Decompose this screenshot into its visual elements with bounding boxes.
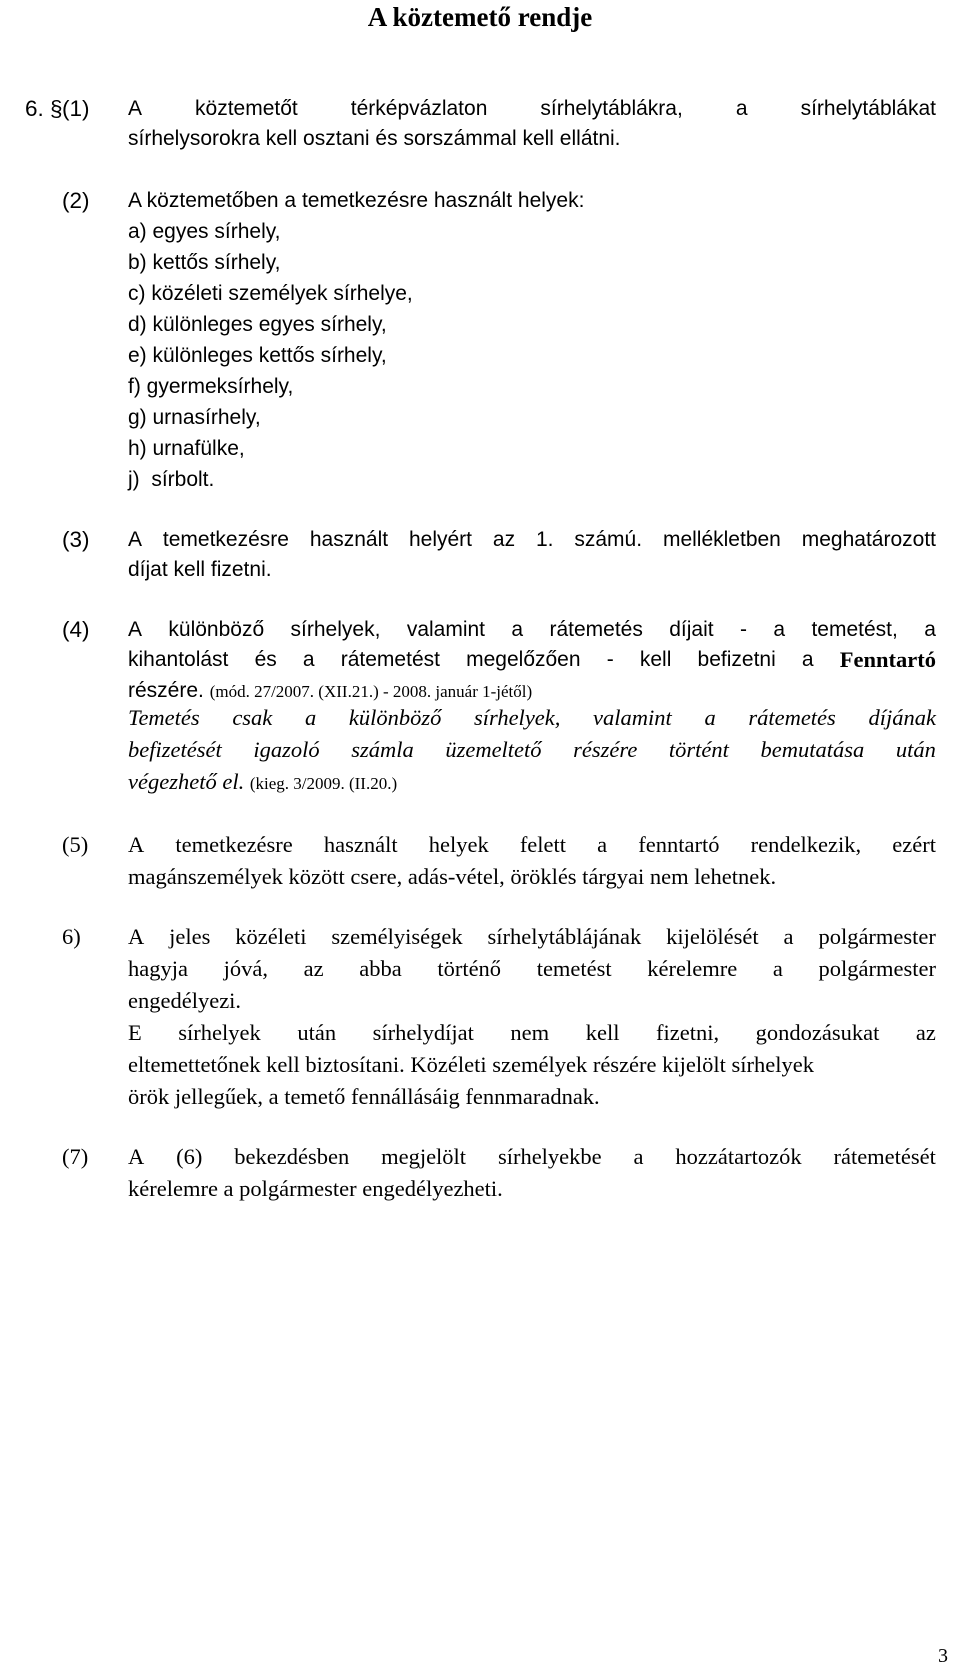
paragraph-6-line-4 [128, 1018, 936, 1048]
amendment-note: (mód. 27/2007. (XII.21.) - 2008. január 1-jétől) [209, 682, 533, 701]
text-fragment: díjának [868, 705, 936, 730]
paragraph-number-7: (7) [62, 1144, 89, 1169]
text-fragment: A [128, 1144, 145, 1169]
text-fragment: csak [232, 705, 273, 730]
text-fragment: a [772, 956, 783, 981]
text-fragment: hozzátartozók [675, 1144, 802, 1169]
text-fragment: megjelölt [381, 1144, 467, 1169]
text-fragment: a [304, 705, 317, 730]
paragraph-6-line-6: örök jellegűek, a temető fennállásáig fennmaradnak. [128, 1084, 600, 1109]
text-fragment: hagyja [128, 956, 188, 981]
text-fragment: valamint [406, 618, 486, 641]
document-title: A köztemető rendje [367, 2, 593, 32]
text-fragment: - [606, 648, 614, 671]
text-fragment: a [783, 924, 794, 949]
paragraph-number-5: (5) [62, 832, 89, 857]
text-fragment: helyek [428, 832, 489, 857]
text-fragment: A [128, 618, 143, 641]
text-fragment: ezért [892, 832, 936, 857]
paragraph-4-italic-line-1 [128, 703, 936, 733]
list-item: j) sírbolt. [128, 468, 215, 491]
text-fragment: díjait [669, 618, 714, 641]
text-fragment: gondozásukat [755, 1020, 880, 1045]
text-fragment: sírhelytáblájának [487, 924, 642, 949]
paragraph-4-italic-line-2 [128, 735, 936, 765]
text-fragment: kell [585, 1020, 620, 1045]
text-fragment: után [297, 1020, 337, 1045]
text-fragment: történt [668, 737, 729, 762]
text-fragment: rátemetést [340, 648, 440, 671]
list-item: e) különleges kettős sírhely, [128, 344, 387, 367]
text-fragment: térképvázlaton [350, 97, 488, 120]
text-fragment: jóvá, [223, 956, 268, 981]
text-fragment: befizetését [128, 737, 222, 762]
text-fragment: részére [573, 737, 638, 762]
text-fragment: a [735, 97, 748, 120]
text-fragment: E [128, 1020, 142, 1045]
text-fragment: temetkezésre [162, 528, 289, 551]
text-fragment: A [128, 924, 145, 949]
list-item: b) kettős sírhely, [128, 251, 281, 274]
text-fragment: 1. [535, 528, 554, 551]
text-fragment: a [801, 648, 814, 671]
text-fragment: helyért [408, 528, 472, 551]
text-fragment: az [303, 956, 324, 981]
text-fragment: kell [639, 648, 672, 671]
text-fragment: számla [351, 737, 414, 762]
text-fragment: végezhető el. [128, 769, 245, 794]
text-fragment: rátemetés [549, 618, 643, 641]
text-fragment: köztemetőt [195, 97, 298, 120]
paragraph-7-line-1 [128, 1142, 936, 1172]
text-fragment: jeles [169, 924, 211, 949]
text-fragment: meghatározott [801, 528, 936, 551]
text-fragment: temetést, [811, 618, 898, 641]
text-fragment: A [128, 832, 145, 857]
text-fragment: polgármester [818, 924, 936, 949]
text-fragment: fenntartó [638, 832, 720, 857]
paragraph-3-line-1 [128, 525, 936, 555]
text-fragment: rátemetés [748, 705, 836, 730]
text-fragment: a [924, 618, 936, 641]
text-fragment: után [895, 737, 936, 762]
list-item: a) egyes sírhely, [128, 220, 281, 243]
text-fragment: sírhelytáblákra, [540, 97, 683, 120]
text-fragment: történő [437, 956, 502, 981]
list-item: g) urnasírhely, [128, 406, 261, 429]
text-fragment: az [915, 1020, 936, 1045]
text-fragment: A [128, 528, 143, 551]
text-fragment: nem [510, 1020, 550, 1045]
text-fragment: sírhelyek [178, 1020, 261, 1045]
supplement-note: (kieg. 3/2009. (II.20.) [249, 774, 398, 793]
paragraph-number-6: 6) [62, 924, 81, 949]
paragraph-number-4: (4) [62, 617, 90, 642]
text-fragment: a [633, 1144, 644, 1169]
text-fragment: (6) [176, 1144, 203, 1169]
text-fragment: mellékletben [662, 528, 781, 551]
text-fragment: sírhelydíjat [372, 1020, 474, 1045]
section-number: 6. § [25, 96, 63, 121]
paragraph-6-line-3: engedélyezi. [128, 988, 242, 1013]
text-fragment: kérelemre [647, 956, 738, 981]
text-fragment: a [511, 618, 524, 641]
paragraph-3-line-2: díjat kell fizetni. [128, 558, 272, 581]
text-fragment: a [704, 705, 716, 730]
text-fragment: temetkezésre [175, 832, 293, 857]
text-fragment: igazoló [253, 737, 320, 762]
paragraph-1-line-2: sírhelysorokra kell osztani és sorszámmal kell ellátni. [128, 127, 621, 150]
text-fragment: temetést [536, 956, 612, 981]
page-number: 3 [938, 1645, 948, 1667]
text-fragment: A [128, 97, 143, 120]
text-fragment: közéleti [235, 924, 307, 949]
text-fragment: bekezdésben [234, 1144, 350, 1169]
text-fragment: sírhelyek, [290, 618, 381, 641]
paragraph-6-line-5: eltemettetőnek kell biztosítani. Közéleti személyek részére kijelölt sírhelyek [128, 1052, 814, 1077]
paragraph-1-line-1 [128, 94, 936, 124]
paragraph-2-intro: A köztemetőben a temetkezésre használt helyek: [128, 189, 585, 212]
text-fragment: kihantolást [128, 648, 229, 671]
paragraph-4-line-2 [128, 645, 936, 675]
text-fragment: kijelölését [666, 924, 759, 949]
list-item: d) különleges egyes sírhely, [128, 313, 387, 336]
text-fragment: személyiségek [331, 924, 463, 949]
text-fragment: - [740, 618, 747, 641]
text-fragment: sírhelyek, [473, 705, 561, 730]
text-fragment: rátemetését [833, 1144, 936, 1169]
text-fragment: bemutatása [760, 737, 865, 762]
text-fragment: fizetni, [656, 1020, 720, 1045]
list-item: c) közéleti személyek sírhelye, [128, 282, 413, 305]
text-fragment: felett [519, 832, 567, 857]
text-fragment: polgármester [818, 956, 936, 981]
paragraph-number-2: (2) [62, 188, 90, 213]
paragraph-number-1: (1) [62, 96, 90, 121]
text-fragment: megelőzően [466, 648, 581, 671]
text-fragment: üzemeltető [445, 737, 542, 762]
text-fragment: valamint [593, 705, 672, 730]
text-fragment: a [773, 618, 786, 641]
text-fragment: Temetés [128, 705, 200, 730]
text-fragment: számú. [574, 528, 643, 551]
text-fragment: részére. [128, 679, 204, 702]
text-fragment: sírhelyekbe [497, 1144, 602, 1169]
paragraph-6-line-1 [128, 922, 936, 952]
paragraph-4-line-1 [128, 615, 936, 645]
paragraph-number-3: (3) [62, 527, 90, 552]
text-fragment: abba [359, 956, 402, 981]
text-fragment: különböző [168, 618, 265, 641]
text-fragment: használt [323, 832, 398, 857]
text-fragment: különböző [348, 705, 442, 730]
text-fragment: rendelkezik, [750, 832, 862, 857]
fenntarto-bold: Fenntartó [839, 647, 936, 672]
text-fragment: sírhelytáblákat [800, 97, 936, 120]
paragraph-7-line-2: kérelemre a polgármester engedélyezheti. [128, 1176, 503, 1201]
paragraph-4-italic-line-3 [128, 767, 397, 799]
paragraph-5-line-1 [128, 830, 936, 860]
text-fragment: a [302, 648, 315, 671]
paragraph-5-line-2: magánszemélyek között csere, adás-vétel, öröklés tárgyai nem lehetnek. [128, 864, 777, 889]
text-fragment: használt [309, 528, 389, 551]
list-item: h) urnafülke, [128, 437, 245, 460]
list-item: f) gyermeksírhely, [128, 375, 294, 398]
text-fragment: az [492, 528, 516, 551]
text-fragment: a [597, 832, 608, 857]
text-fragment: befizetni [697, 648, 776, 671]
text-fragment: és [254, 648, 277, 671]
paragraph-6-line-2 [128, 954, 936, 984]
